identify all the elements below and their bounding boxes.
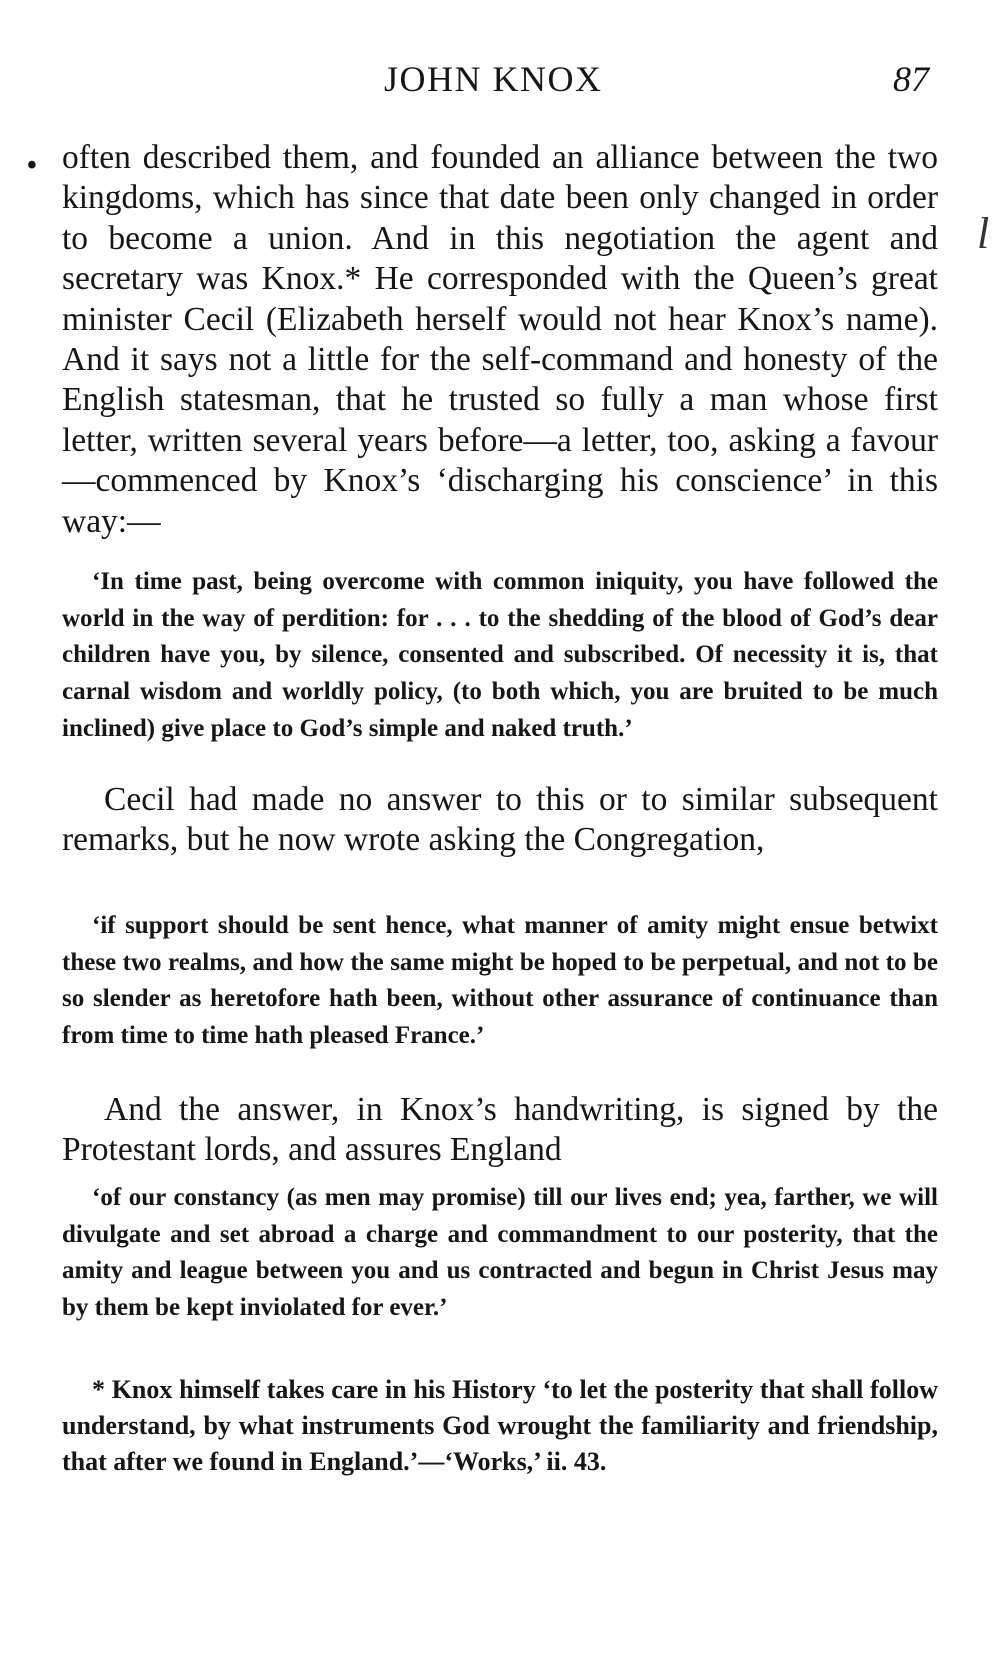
margin-dot: •: [27, 150, 37, 181]
paragraph-cecil: Cecil had made no answer to this or to similar subsequent remarks, but he now wrote asking the Congregation,: [62, 781, 938, 859]
block-quote-cecil: ‘if support should be sent hence, what manner of amity might ensue betwixt these two realms, and how the same might be hoped to be perpetual, and not to be so slender as heretofore hath been, without other assurance of continuance than from time to time hath pleased France.’: [62, 912, 938, 1050]
footnote: * Knox himself takes care in his History ‘to let the posterity that shall follow understand, by what instruments God wrought the familiarity and friendship, that after we found in England.’—‘Works,’ ii. 43.: [62, 1375, 938, 1476]
running-title: JOHN KNOX: [384, 59, 603, 99]
paragraph-answer: And the answer, in Knox’s handwriting, is signed by the Protestant lords, and assures England: [62, 1091, 938, 1169]
margin-pencil-mark: l: [977, 209, 990, 258]
block-quote-knox-letter: ‘In time past, being overcome with common iniquity, you have followed the world in the way of perdition: for . . . to the shedding of the blood of God’s dear children have you, by silence, consented and subscribed. Of necessity it is, that carnal wisdom and worldly policy, (to both which, you are bruited to be much inclined) give place to God’s simple and naked truth.’: [62, 568, 938, 742]
running-head: [0, 58, 1000, 108]
paragraph-continued: often described them, and founded an alliance between the two kingdoms, which has since that date been only changed in order to become a union. And in this negotiation the agent and secretary was Knox.* He corresponded with the Queen’s great minister Cecil (Elizabeth herself would not hear Knox’s name). And it says not a little for the self-command and honesty of the English statesman, that he trusted so fully a man whose first letter, written several years before—a letter, too, asking a favour—commenced by Knox’s ‘discharging his conscience’ in this way:—: [62, 139, 938, 540]
page-number: 87: [893, 59, 929, 99]
block-quote-lords: ‘of our constancy (as men may promise) till our lives end; yea, farther, we will divulgate and set abroad a charge and commandment to our posterity, that the amity and league between you and us contracted and begun in Christ Jesus may by them be kept inviolated for ever.’: [62, 1184, 938, 1322]
